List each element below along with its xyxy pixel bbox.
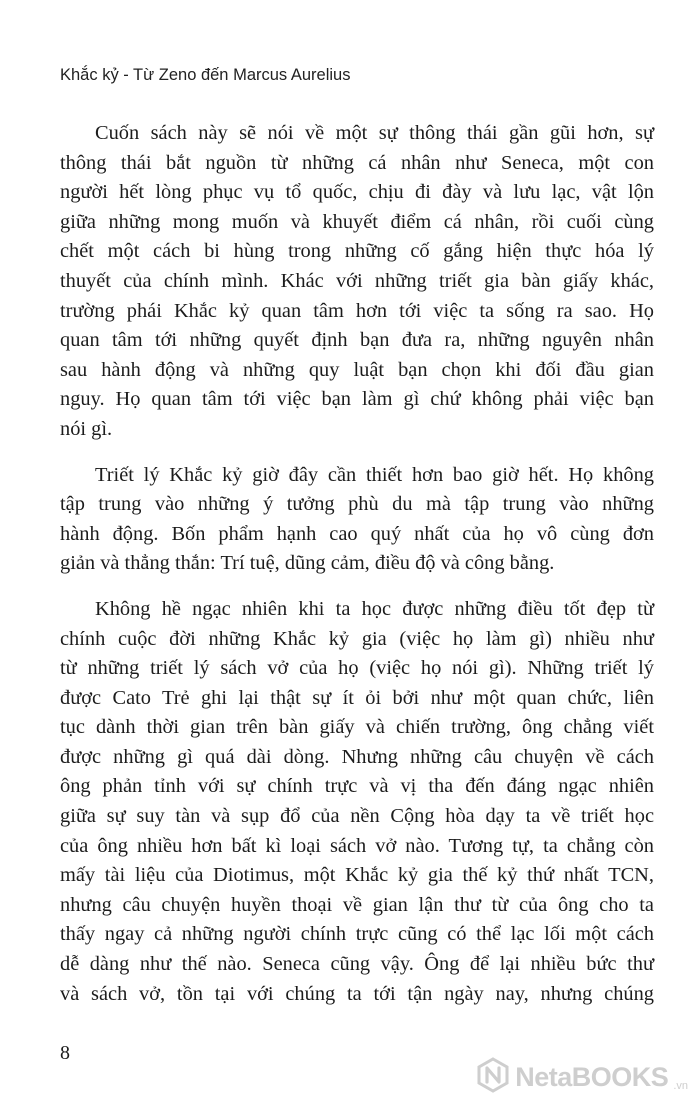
text-line: từ những triết lý sách vở của họ (việc họ nói gì). Những triết lý: [60, 657, 654, 680]
page-number: 8: [60, 1042, 70, 1064]
text-line: Triết lý Khắc kỷ giờ đây cần thiết hơn bao giờ hết. Họ không: [95, 463, 654, 486]
watermark-brand: NetaBOOKS: [515, 1062, 669, 1092]
text-line: giữa những mong muốn và khuyết điểm cá nhân, rồi cuối cùng: [60, 210, 654, 233]
running-header: Khắc kỷ - Từ Zeno đến Marcus Aurelius: [60, 66, 351, 84]
text-line: chính cuộc đời những Khắc kỷ gia (việc họ làm gì) nhiều như: [60, 627, 654, 650]
text-line: thấy ngay cả những người chính trực cũng có thể lạc lối một cách: [60, 923, 654, 946]
text-line: nguy. Họ quan tâm tới việc bạn làm gì chứ không phải việc bạn: [60, 388, 654, 411]
text-line: dễ dàng như thế nào. Seneca cũng vậy. Ông để lại nhiều bức thư: [60, 953, 654, 976]
text-line: mấy tài liệu của Diotimus, một Khắc kỷ gia thế kỷ thứ nhất TCN,: [60, 864, 654, 887]
text-line: hành động. Bốn phẩm hạnh cao quý nhất của họ vô cùng đơn: [60, 522, 654, 545]
text-line: giữa sự suy tàn và sụp đổ của nền Cộng hòa dạy ta về triết học: [60, 805, 654, 828]
text-line: trường phái Khắc kỷ quan tâm hơn tới việc ta sống ra sao. Họ: [60, 299, 654, 322]
text-line: của ông nhiều hơn bất kì loại sách vở nào. Tương tự, ta chẳng còn: [60, 834, 654, 857]
text-line: Không hề ngạc nhiên khi ta học được những điều tốt đẹp từ: [95, 597, 654, 620]
text-line: và sách vở, tồn tại với chúng ta tới tận ngày nay, nhưng chúng: [60, 982, 654, 1005]
text-line: nhưng câu chuyện huyền thoại về gian lận thư từ của ông cho ta: [60, 893, 654, 916]
text-line: giản và thẳng thắn: Trí tuệ, dũng cảm, điều độ và công bằng.: [60, 552, 555, 575]
watermark-suffix: .vn: [673, 1080, 688, 1092]
text-line: quan tâm tới những quyết định bạn đưa ra, những nguyên nhân: [60, 329, 654, 352]
text-line: nói gì.: [60, 417, 113, 440]
text-line: chết một cách bi hùng trong những cố gắng hiện thực hóa lý: [60, 240, 654, 263]
text-line: được những gì quá dài dòng. Nhưng những câu chuyện về cách: [60, 745, 654, 768]
text-line: Cuốn sách này sẽ nói về một sự thông thái gần gũi hơn, sự: [95, 122, 654, 144]
text-line: sau hành động và những quy luật bạn chọn khi đối đầu gian: [60, 358, 654, 381]
text-line: được Cato Trẻ ghi lại thật sự ít ỏi bởi như một quan chức, liên: [60, 686, 654, 709]
paragraph-3: [60, 595, 654, 1009]
body-text: [60, 119, 654, 1025]
text-line: ông phản tỉnh với sự chính trực và vị tha đến đáng ngạc nhiên: [60, 775, 654, 798]
watermark-logo: [475, 1057, 688, 1098]
text-line: thông thái bắt nguồn từ những cá nhân như Seneca, một con: [60, 151, 654, 174]
netabooks-logo-icon: [475, 1057, 511, 1098]
text-line: người hết lòng phục vụ tổ quốc, chịu đi đày và lưu lạc, vật lộn: [60, 181, 654, 204]
paragraph-2: [60, 461, 654, 579]
text-line: thuyết của chính mình. Khác với những triết gia bàn giấy khác,: [60, 269, 654, 292]
text-line: tục dành thời gian trên bàn giấy và chiến trường, ông chẳng viết: [60, 716, 654, 739]
paragraph-1: [60, 119, 654, 445]
text-line: tập trung vào những ý tưởng phù du mà tập trung vào những: [60, 493, 654, 516]
